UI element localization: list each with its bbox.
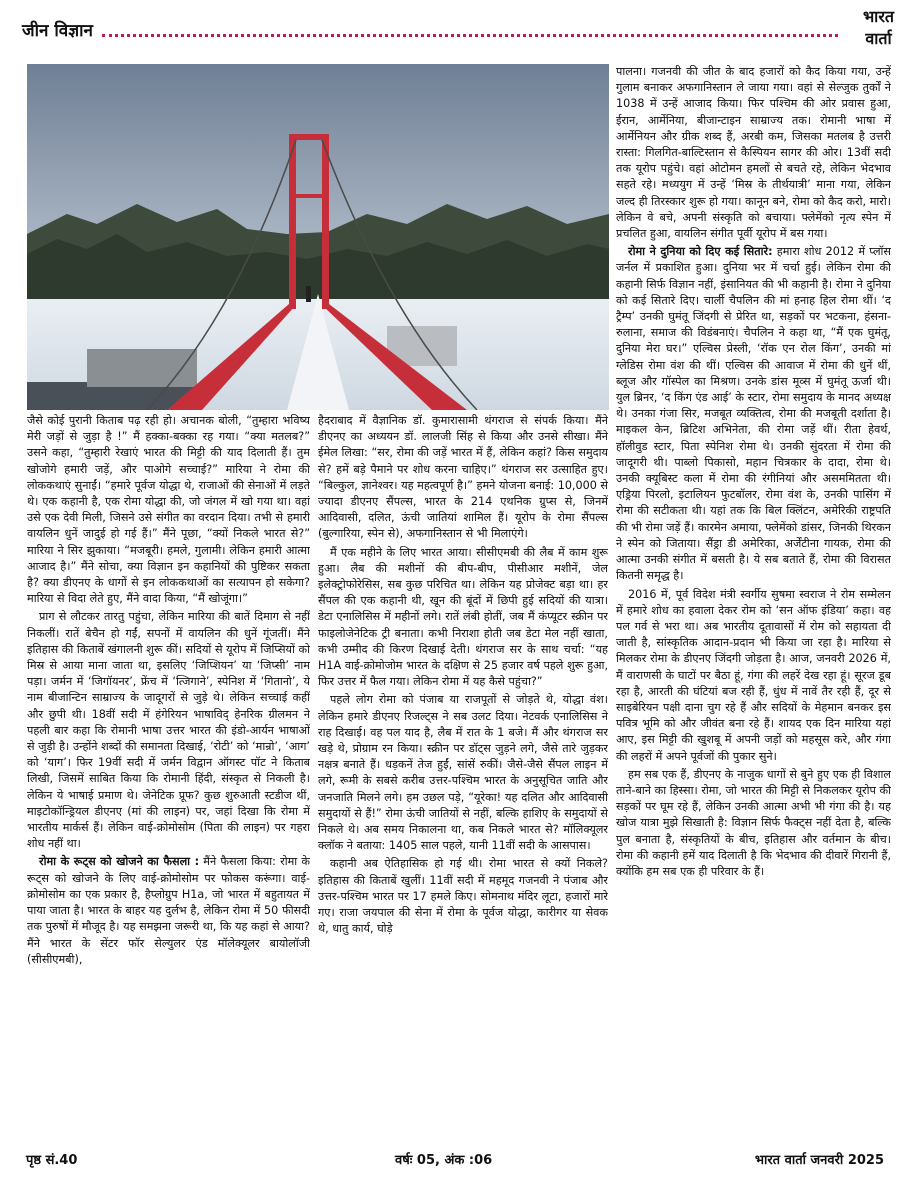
paragraph [616,244,891,584]
article-column-1 [27,413,310,1128]
section-title: जीन विज्ञान [22,21,93,41]
paragraph: पालना। गजनवी की जीत के बाद हजारों को कैद किया गया, उन्हें गुलाम बनाकर अफगानिस्तान ले जाया गया। वहां से सेल्जुक तुर्कों ने 1038 में उन्हें आजाद किया। फिर पश्चिम की ओर प्रवास हुआ, ईरान, आर्मेनिया, बीजान्टाइन साम्राज्य तक। रोमानी भाषा में आर्मेनियन और ग्रीक शब्द हैं, अरबी कम, जिसका मतलब है उत्तरी रास्ता: गिलगित-बाल्टिस्तान से कैस्पियन सागर की ओर। 13वीं सदी तक यूरोप पहुंचे। वहां ओटोमन हमलों से बचते रहे, लेकिन भेदभाव सहते रहे। मध्ययुग में उन्हें ‘मिस्र के तीर्थयात्री’ माना गया, लेकिन जल्द ही तिरस्कार शुरू हो गया। कानून बने, रोमा को कैद करो, मारो। लेकिन वे बचे, अपनी संस्कृति को बचाया। फ्लेमेंको नृत्य स्पेन में प्रचलित हुआ, वायलिन संगीत पूर्वी यूरोप में बस गया। [616,65,891,241]
paragraph: प्राग से लौटकर तारतु पहुंचा, लेकिन मारिया की बातें दिमाग से नहीं निकलीं। रातें बेचैन हो गईं, सपनों में वायलिन की धुनें गूंजतीं। मैंने इतिहास की किताबें खंगालनी शुरू कीं। सदियों से यूरोप में जिप्सियों को मिस्र से आया माना जाता था, इसलिए ‘जिप्शियन’ या ‘जिप्सी’ नाम पड़ा। जर्मन में ‘जिगॉयनर’, फ्रेंच में ‘त्जिगाने’, स्पेनिश में ‘गितानो’, ये नाम बीजान्टिन साम्राज्य के जादूगरों से जुड़े थे। लेकिन सच्चाई कहीं और छुपी थी। 18वीं सदी में हंगेरियन भाषाविद् हेनरिक ग्रीलमन ने पहली बार कहा कि रोमानी भाषा उत्तर भारत की इंडो-आर्यन भाषाओं से जुड़ी है। उन्होंने शब्दों की समानता दिखाई, ‘रोटी’ को ‘मान्रो’, ‘आग’ को ‘याग’। फिर 19वीं सदी में जर्मन विद्वान ऑगस्ट पॉट ने किताब लिखी, जिसमें साबित किया कि रोमानी हिंदी, संस्कृत से निकली है। लेकिन ये भाषाई प्रमाण थे। जेनेटिक प्रूफ? कुछ शुरुआती स्टडीज थीं, माइटोकॉन्ड्रियल डीएनए (मां की लाइन) पर, जहां दिखा कि रोमा में भारतीय मार्कर्स हैं। लेकिन वाई-क्रोमोसोम (पिता की लाइन) पर गहरा शोध नहीं था। [27,610,310,851]
paragraph: हैदराबाद में वैज्ञानिक डॉ. कुमारासामी थंगराज से संपर्क किया। मैंने डीएनए का अध्ययन डॉ. लालजी सिंह से किया और उनसे सीखा। मैंने ईमेल लिखा: “सर, रोमा की जड़ें भारत में हैं, लेकिन कहां? किस समुदाय से? हमें बड़े पैमाने पर शोध करना चाहिए।” थंगराज सर उत्साहित हुए। “बिल्कुल, ज्ञानेश्वर। यह महत्वपूर्ण है।” हमने योजना बनाई: 10,000 से ज्यादा डीएनए सैंपल्स, भारत के 214 एथनिक ग्रुप्स से, जिनमें आदिवासी, दलित, ऊंची जातियां शामिल हैं। यूरोप के रोमा सैंपल्स (बुल्गारिया, स्पेन से), अफगानिस्तान से भी मिलाएंगे। [318,414,608,541]
paragraph-text: हमारा शोध 2012 में प्लॉस जर्नल में प्रकाशित हुआ। दुनिया भर में चर्चा हुई। लेकिन रोमा की कहानी सिर्फ विज्ञान नहीं, इंसानियत की भी कहानी है। रोमा ने दुनिया को कई सितारे दिए। चार्ली चैपलिन की मां हनाह हिल रोमा थीं। ‘द ट्रैम्प’ उनकी घुमंतू जिंदगी से प्रेरित था, सड़कों पर भटकना, हंसना-रुलाना, समाज की विडंबनाएं। चैपलिन ने कहा था, “मैं एक घुमंतू, दुनिया मेरा घर।” एल्विस प्रेस्ली, ‘रॉक एन रोल किंग’, उनकी मां ग्लेडिस रोमा वंश की थीं। एल्विस की आवाज में रोमा की धुनें थीं, ब्लूज और गॉस्पेल का मिश्रण। उनके डांस मूव्स में घुमंतू ऊर्जा थी। युल ब्रिनर, ‘द किंग एंड आई’ के स्टार, रोमा समुदाय के मानद अध्यक्ष थे। उनका गंजा सिर, मजबूत व्यक्तित्व, रोमा की मजबूती दर्शाता है। माइकल केन, ब्रिटिश अभिनेता, की रोमा जड़ें थीं। रीता हेवर्थ, हॉलीवुड स्टार, पिता स्पेनिश रोमा थे। उनकी सुंदरता में रोमा की जादूगरी थी। पाब्लो पिकासो, महान चित्रकार के दादा, रोमा थे। उनकी क्यूबिस्ट कला में रोमा की रंगीनियां और असममितता थी। एड्रिया पिरलो, इटालियन फुटबॉलर, रोमा वंश के, उनकी पासिंग में रोमा की सटीकता थी। यहां तक कि बिल क्लिंटन, अमेरिकी राष्ट्रपति की भी रोमा जड़ें हैं। कारमेन अमाया, फ्लेमेंको डांसर, जिनकी थिरकन ने स्पेन को जिताया। सैंड्रा डी अमेरिका, अर्जेंटीना गायक, रोमा की आत्मा उनकी संगीत में बसती है। ये सब बताते हैं, रोमा की विरासत कितनी समृद्ध है। [616,245,891,583]
paragraph: जैसे कोई पुरानी किताब पढ़ रही हो। अचानक बोली, “तुम्हारा भविष्य मेरी जड़ों से जुड़ा है !” मैं हक्का-बक्का रह गया। “क्या मतलब?” उसने कहा, “तुम्हारी रेखाएं भारत की मिट्टी की याद दिलाती हैं। तुम खोजोगे हमारी जड़ें, और पाओगे सच्चाई?” मारिया ने रोमा की लोककथाएं सुनाईं। “हमारे पूर्वज योद्धा थे, राजाओं की सेनाओं में लड़ते थे। एक कहानी है, एक रोमा योद्धा की, जो जंगल में खो गया था। वहां उसे एक देवी मिली, जिसने उसे संगीत का वरदान दिया। तभी से हमारी वायलिन धुनें जादुई हो गई हैं।” मैंने पूछा, “क्यों निकले भारत से?” मारिया ने सिर झुकाया। “मजबूरी। हमले, गुलामी। लेकिन हमारी आत्मा आजाद है।” मैंने सोचा, क्या विज्ञान इन कहानियों की पुष्टिकर सकता है? क्या डीएनए के धागों से इन लोककथाओं का सत्यापन हो सकेगा? मारिया से विदा लेते हुए, मैंने वादा किया, “मैं खोजूंगा।” [27,414,310,606]
subheading: रोमा के रूट्स को खोजने का फैसला : [39,855,200,869]
paragraph: पहले लोग रोमा को पंजाब या राजपूतों से जोड़ते थे, योद्धा वंश। लेकिन हमारे डीएनए रिजल्ट्स ने सब उलट दिया। नेटवर्क एनालिसिस ने राह दिखाई। वह पल याद है, लैब में रात के 1 बजे। मैं और थंगराज सर खड़े थे, प्रोग्राम रन किया। स्क्रीन पर डॉट्स जुड़ने लगे, जैसे तारे जुड़कर नक्षत्र बनाते हैं। धड़कनें तेज हुईं, सांसें रुकीं। जैसे-जैसे सैंपल लाइन में लगे, रूमी के सबसे करीब उत्तर-पश्चिम भारत के अनुसूचित जाति और जनजाति मिलने लगे। हम उछल पड़े, “यूरेका! यह दलित और आदिवासी समुदायों से हैं!” रोमा ऊंची जातियों से नहीं, बल्कि हाशिए के समुदायों से निकले थे। अब समय निकालना था, कब निकले भारत से? मॉलिक्यूलर क्लॉक ने बताया: 1405 साल पहले, यानी 11वीं सदी के आसपास। [318,693,608,853]
page-number: पृष्ठ सं.40 [26,1153,78,1168]
article-column-3 [616,64,891,1128]
paragraph: कहानी अब ऐतिहासिक हो गई थी। रोमा भारत से क्यों निकले? इतिहास की किताबें खुलीं। 11वीं सदी में महमूद गजनवी ने पंजाब और उत्तर-पश्चिम भारत पर 17 हमले किए। सोमनाथ मंदिर लूटा, हजारों मारे गए। राजा जयपाल की सेना में रोमा के पूर्वज योद्धा, कारीगर या सेवक थे, धातु कार्य, घोड़े [318,857,608,936]
paragraph: मैं एक महीने के लिए भारत आया। सीसीएमबी की लैब में काम शुरू हुआ। लैब की मशीनों की बीप-बीप, पीसीआर मशीनें, जेल इलेक्ट्रोफोरेसिस, सब कुछ परिचित था। लेकिन यह प्रोजेक्ट बड़ा था। हर सैंपल की एक कहानी थी, खून की बूंदों में छिपी हुई सदियों की यात्रा। डेटा एनालिसिस में महीनों लगे। रातें लंबी होतीं, जब मैं कंप्यूटर स्क्रीन पर फाइलोजेनेटिक ट्री बनाता। कभी निराशा होती जब डेटा मेल नहीं खाता, कभी उम्मीद की किरण दिखाई देती। थंगराज सर के साथ चर्चा: “यह H1A वाई-क्रोमोजोम भारत के दक्षिण से 25 हजार वर्ष पहले शुरू हुआ, फिर उत्तर में फैल गया। लेकिन रोमा में यह कैसे पहुंचा?” [318,545,608,689]
paragraph: 2016 में, पूर्व विदेश मंत्री स्वर्गीय सुषमा स्वराज ने रोम सम्मेलन में हमारे शोध का हवाला देकर रोम को ‘सन ऑफ इंडिया’ कहा। वह पल गर्व से भरा था। अब भारतीय दूतावासों में रोम को सहायता दी जाती है, सांस्कृतिक आदान-प्रदान भी किया जा रहा है। मारिया से मिलकर रोमा के डीएनए जिंदगी जोड़ता है। आज, जनवरी 2026 में, मैं वाराणसी के घाटों पर बैठा हूं, गंगा की लहरें देख रहा हूं। सूरज डूब रहा है, आरती की घंटियां बज रही हैं, धुंध में नावें तैर रही हैं, दूर से साइबेरियन पक्षी दाना चुग रहे हैं और सदियों के मेहमान बनकर इस पवित्र भूमि को और जीवंत बना रहे हैं। शायद एक दिन मारिया यहां आए, इस मिट्टी की खुशबू में अपनी जड़ों को महसूस करे, और गंगा की लहरों में अपने पूर्वजों की पुकार सुने। [616,587,891,763]
magazine-brand [863,6,894,50]
paragraph: हम सब एक हैं, डीएनए के नाजुक धागों से बुने हुए एक ही विशाल ताने-बाने का हिस्सा। रोमा, जो भारत की मिट्टी से निकलकर यूरोप की सड़कों पर घूम रहे हैं, लेकिन उनकी आत्मा अभी भी गंगा की है। यह खोज यात्रा मुझे सिखाती है: विज्ञान सिर्फ फैक्ट्स नहीं देता है, बल्कि पुल बनाता है, संस्कृतियों के बीच, इतिहास और वर्तमान के बीच। रोमा की कहानी हमें याद दिलाती है कि भेदभाव की दीवारें गिरानी हैं, क्योंकि हम सब एक ही परिवार के हैं। [616,767,891,878]
bridge-illustration [27,64,609,410]
paragraph-text: मैंने फैसला किया: रोमा के रूट्स को खोजने के लिए वाई-क्रोमोसोम पर फोकस करूंगा। वाई-क्रोमोसोम का एक प्रकार है, हैप्लोग्रुप H1a, जो भारत में बहुतायत में पाया जाता है। भारत के बाहर यह दुर्लभ है, लेकिन रोमा में 50 फीसदी तक पुरुषों में मौजूद है। यह समझना जरूरी था, कि यह कहां से आया? मैंने भारत के सेंटर फॉर सेल्युलर एंड मॉलेक्यूलर बायोलॉजी (सीसीएमबी), [27,855,310,966]
header-dotted-rule [102,34,838,37]
paragraph [27,854,310,967]
page-header [0,0,914,60]
subheading: रोमा ने दुनिया को दिए कई सितारे: [628,245,773,259]
magazine-date: भारत वार्ता जनवरी 2025 [754,1153,884,1168]
brand-line-2: वार्ता [865,29,892,48]
article-column-2 [318,413,608,1128]
issue-info: वर्षः 05, अंक :06 [395,1153,493,1168]
page-footer [0,1140,914,1190]
brand-line-1: भारत [862,7,894,26]
snowy-bridge-photo [27,64,609,410]
